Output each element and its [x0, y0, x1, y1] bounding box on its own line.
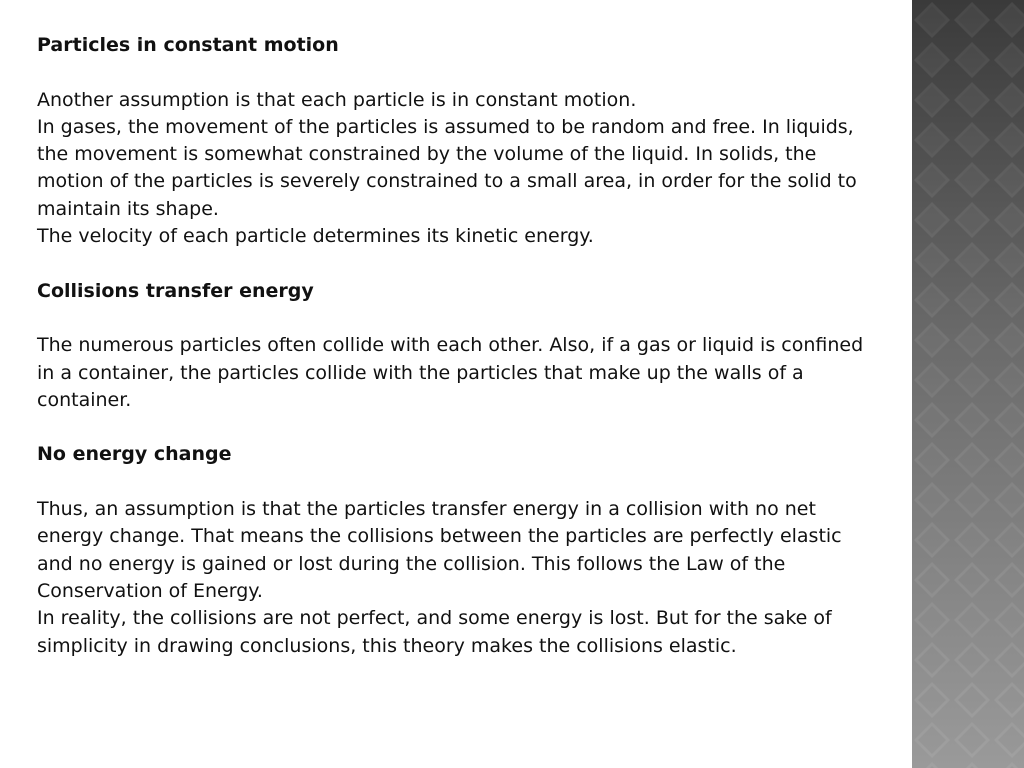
diamond-pattern — [912, 0, 1024, 768]
spacer — [37, 469, 877, 496]
paragraph: In gases, the movement of the particles is assumed to be random and free. In liquids, the movement is somewhat constrained by the volume of the liquid. In solids, the motion of the particles is severely constrained to a small area, in order for the solid to maintain its shape. — [37, 115, 857, 220]
paragraph: Thus, an assumption is that the particles transfer energy in a collision with no net energy change. That means the collisions between the particles are perfectly elastic and no energy is gained or lost during the collision. This follows the Law of the Conservation of Energy. — [37, 498, 842, 602]
paragraph: The numerous particles often collide with each other. Also, if a gas or liquid is confined in a container, the particles collide with the particles that make up the walls of a container. — [37, 334, 864, 411]
decorative-side-panel — [912, 0, 1024, 768]
section-heading-collisions: Collisions transfer energy — [37, 279, 314, 302]
spacer — [37, 414, 877, 441]
paragraph: Another assumption is that each particle is in constant motion. — [37, 88, 637, 111]
slide-body — [37, 32, 877, 660]
paragraph: The velocity of each particle determines its kinetic energy. — [37, 225, 594, 248]
spacer — [37, 59, 877, 86]
spacer — [37, 305, 877, 332]
section-heading-no-energy-change: No energy change — [37, 443, 232, 466]
spacer — [37, 250, 877, 277]
paragraph: In reality, the collisions are not perfect, and some energy is lost. But for the sake of simplicity in drawing conclusions, this theory makes the collisions elastic. — [37, 607, 832, 657]
section-heading-constant-motion: Particles in constant motion — [37, 34, 339, 56]
